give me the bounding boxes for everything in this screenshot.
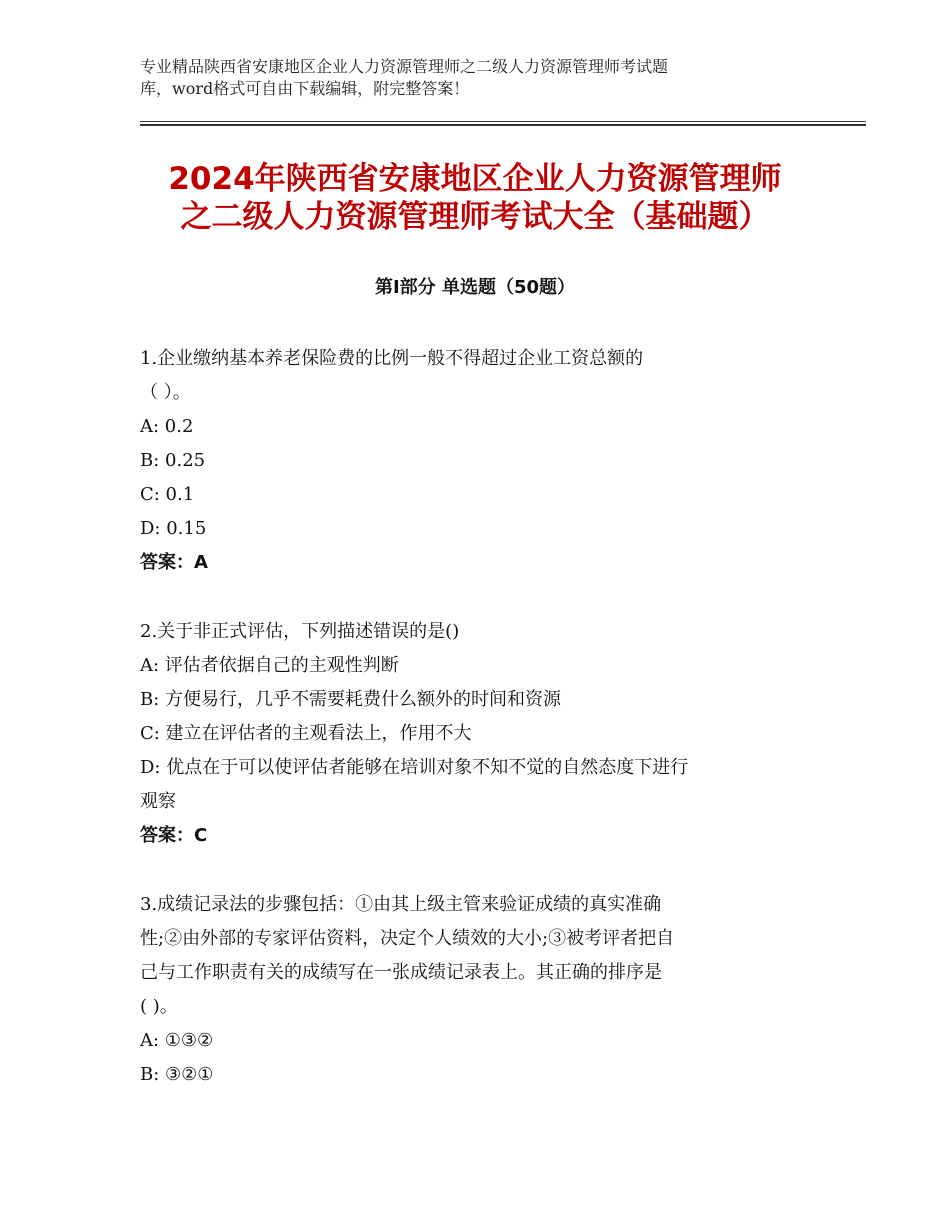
option-c: C: 建立在评估者的主观看法上，作用不大	[140, 723, 472, 744]
question-stem-line: （ ）。	[140, 382, 191, 403]
option-a: A: 评估者依据自己的主观性判断	[140, 655, 399, 676]
option-d: D: 优点在于可以使评估者能够在培训对象不知不觉的自然态度下进行	[140, 757, 689, 778]
option-b: B: 方便易行，几乎不需要耗费什么额外的时间和资源	[140, 689, 562, 710]
document-title-line-2: 之二级人力资源管理师考试大全（基础题）	[180, 199, 770, 235]
question-stem-line: 3.成绩记录法的步骤包括：①由其上级主管来验证成绩的真实准确	[140, 894, 662, 915]
question-stem-line: 性;②由外部的专家评估资料，决定个人绩效的大小;③被考评者把自	[140, 928, 675, 949]
question-1	[140, 342, 820, 580]
option-a: A: 0.2	[140, 416, 194, 437]
header-note-line-1: 专业精品陕西省安康地区企业人力资源管理师之二级人力资源管理师考试题	[140, 57, 669, 76]
answer-label: 答案：A	[140, 552, 208, 573]
option-a: A: ①③②	[140, 1030, 214, 1051]
section-title: 第Ⅰ部分 单选题（50题）	[374, 277, 575, 298]
header-rule-thick	[140, 124, 866, 126]
document-title	[100, 160, 850, 236]
option-d-continued: 观察	[140, 791, 176, 812]
question-stem-line: 2.关于非正式评估，下列描述错误的是()	[140, 621, 460, 642]
option-b: B: ③②①	[140, 1064, 214, 1085]
question-stem-line: ( )。	[140, 996, 178, 1017]
document-title-line-1: 2024年陕西省安康地区企业人力资源管理师	[168, 161, 782, 197]
question-stem-line: 1.企业缴纳基本养老保险费的比例一般不得超过企业工资总额的	[140, 348, 644, 369]
header-rule-thin	[140, 121, 866, 122]
option-c: C: 0.1	[140, 484, 195, 505]
question-2	[140, 615, 820, 853]
option-d: D: 0.15	[140, 518, 207, 539]
question-3	[140, 888, 820, 1092]
answer-label: 答案：C	[140, 825, 208, 846]
header-note-line-2: 库，word格式可自由下载编辑，附完整答案！	[140, 79, 470, 98]
option-b: B: 0.25	[140, 450, 206, 471]
question-stem-line: 己与工作职责有关的成绩写在一张成绩记录表上。其正确的排序是	[140, 962, 662, 983]
header-note	[140, 56, 780, 100]
